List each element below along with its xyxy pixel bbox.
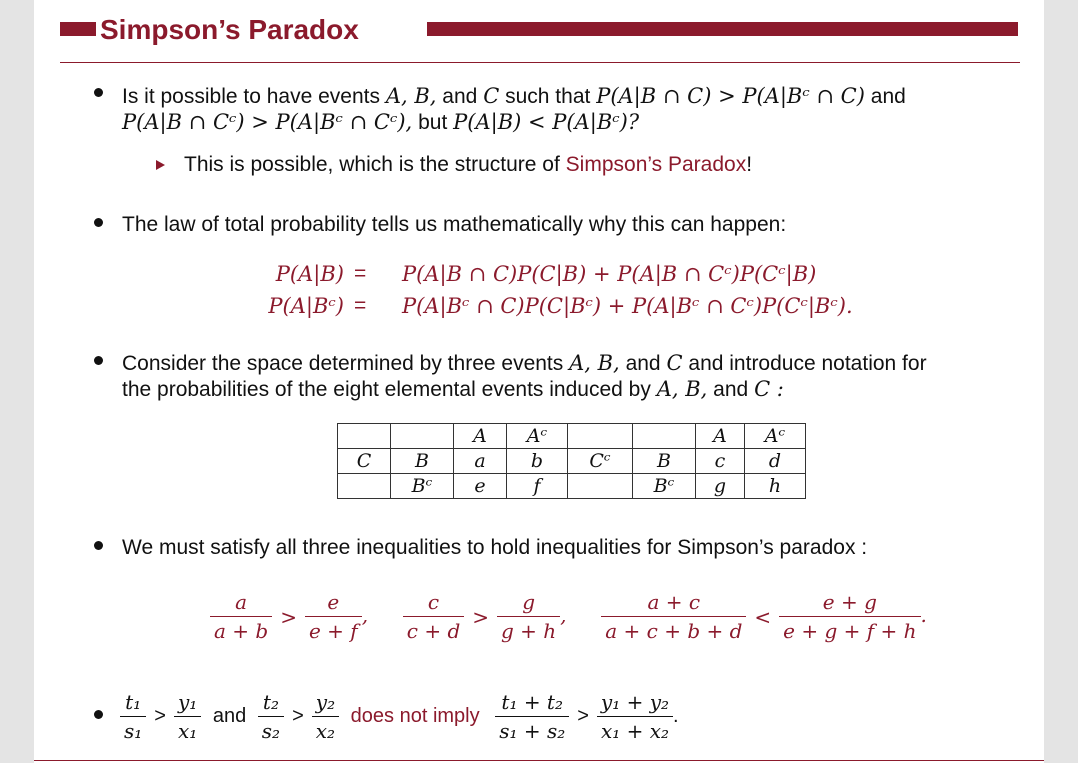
table-cell: Aᶜ [507,424,568,449]
bullet-dot [94,218,103,227]
elemental-events-table [337,423,806,499]
bullet-dot [94,356,103,365]
table-cell: f [507,474,568,499]
eq2-lhs: P(A|Bᶜ) [268,294,344,318]
bullet1-text: Is it possible to have events [122,85,380,108]
table-cell: Bᶜ [391,474,454,499]
denominator: e + g + f + h [783,619,917,643]
numerator: t₁ [120,690,146,717]
bullet-dot [94,710,103,719]
fraction [403,590,464,643]
does-not-imply-text: does not imply [350,705,480,727]
period: . [920,603,927,627]
relation: > [280,604,297,629]
eq1-rhs: P(A|B ∩ C)P(C|B) + P(A|B ∩ Cᶜ)P(Cᶜ|B) [402,262,817,286]
eq2-sign: = [354,294,367,317]
denominator: e + f [308,619,358,643]
table-cell: Aᶜ [745,424,806,449]
bullet1-sub-exclaim: ! [746,153,753,176]
eq1-sign: = [354,262,367,285]
bullet1-but: but [418,111,448,134]
relation: > [154,705,166,727]
fraction [495,690,569,743]
table-cell: Bᶜ [633,474,696,499]
table-cell: C [338,449,391,474]
relation: > [472,604,490,629]
fraction [120,690,146,743]
fraction [258,690,284,743]
table-cell: c [696,449,745,474]
table-cell [338,424,391,449]
table-cell: Cᶜ [568,449,633,474]
table-cell [568,424,633,449]
denominator: x₁ [177,719,198,743]
bullet1-and: and [442,85,478,108]
bullet1-such-that: such that [505,85,591,108]
bullet3-text-2: the probabilities of the eight elemental events induced by [122,378,651,401]
numerator: y₂ [312,690,339,717]
table-cell: d [745,449,806,474]
table-cell [338,474,391,499]
bullet3-events-2: A, B, [656,377,708,401]
numerator: g [497,590,560,617]
slide [34,0,1044,763]
simpson-inequalities [210,590,927,643]
eq1-lhs: P(A|B) [275,262,344,286]
numerator: e [305,590,362,617]
sub-bullet-triangle [156,160,165,170]
bullet1-condition-2: P(A|B ∩ Cᶜ) > P(A|Bᶜ ∩ Cᶜ), [122,110,413,134]
table-cell: b [507,449,568,474]
bullet1-sub [184,152,752,178]
table-cell [568,474,633,499]
bullet-dot [94,88,103,97]
bullet1-sub-text: This is possible, which is the structure of [184,153,560,176]
separator: , [361,603,369,627]
bullet1-condition-1: P(A|B ∩ C) > P(A|Bᶜ ∩ C) [596,84,865,108]
bullet1-line1 [122,83,906,110]
numerator: y₁ + y₂ [597,690,673,717]
table-cell: e [454,474,507,499]
bullet3-event-c-2: C : [754,377,784,401]
numerator: y₁ [174,690,201,717]
fraction [601,590,746,643]
bullet3-text: Consider the space determined by three events [122,352,564,375]
table-cell: g [696,474,745,499]
bullet5-and: and [212,705,247,727]
fraction [779,590,920,643]
bullet3-line1 [122,350,927,377]
bullet-dot [94,541,103,550]
denominator: g + h [501,619,557,643]
fraction [174,690,201,743]
title-bar-left-block [60,22,96,36]
table-row [338,449,806,474]
fraction [597,690,673,743]
bullet3-and: and [625,352,661,375]
bullet5-line [120,690,679,743]
bullet3-event-c: C [666,351,683,375]
bullet1-and-2: and [870,85,906,108]
denominator: s₂ [261,719,281,743]
simpsons-paradox-highlight: Simpson’s Paradox [565,153,747,176]
relation: > [292,705,304,727]
bullet3-tail: and introduce notation for [688,352,927,375]
header-rule [60,62,1020,63]
denominator: x₂ [315,719,336,743]
numerator: e + g [779,590,920,617]
table-cell: A [454,424,507,449]
fraction [305,590,362,643]
numerator: a + c [601,590,746,617]
eq2-rhs: P(A|Bᶜ ∩ C)P(C|Bᶜ) + P(A|Bᶜ ∩ Cᶜ)P(Cᶜ|Bᶜ). [402,294,853,318]
bullet4-text: We must satisfy all three inequalities to hold inequalities for Simpson’s paradox : [122,536,868,559]
table-cell: h [745,474,806,499]
denominator: s₁ + s₂ [499,719,566,743]
separator: , [560,603,567,627]
bullet3-events: A, B, [569,351,620,375]
numerator: t₁ + t₂ [495,690,569,717]
table-cell [633,424,696,449]
table-cell [391,424,454,449]
title-bar-right-block [427,22,1018,36]
table-row [338,474,806,499]
denominator: x₁ + x₂ [600,719,670,743]
table-cell: A [696,424,745,449]
table-cell: B [633,449,696,474]
bullet1-event-c: C [483,84,500,108]
table-cell: B [391,449,454,474]
bullet1-events: A, B, [385,84,437,108]
fraction [312,690,339,743]
denominator: c + d [406,619,461,643]
footer-rule [34,760,1044,761]
numerator: a [210,590,272,617]
bullet1-line2 [122,109,639,136]
slide-title: Simpson’s Paradox [100,14,359,45]
denominator: s₁ [124,719,143,743]
fraction [497,590,560,643]
bullet3-and-2: and [713,378,749,401]
bullet1-condition-3: P(A|B) < P(A|Bᶜ)? [453,110,640,134]
denominator: a + c + b + d [605,619,743,643]
fraction [210,590,272,643]
title-bar [60,14,1018,45]
bullet3-line2 [122,376,784,403]
period: . [673,705,679,727]
relation: < [754,604,772,629]
table-cell: a [454,449,507,474]
numerator: t₂ [258,690,284,717]
denominator: a + b [214,619,269,643]
table-row [338,424,806,449]
numerator: c [403,590,464,617]
relation: > [577,705,589,727]
bullet2-text: The law of total probability tells us mathematically why this can happen: [122,213,787,236]
